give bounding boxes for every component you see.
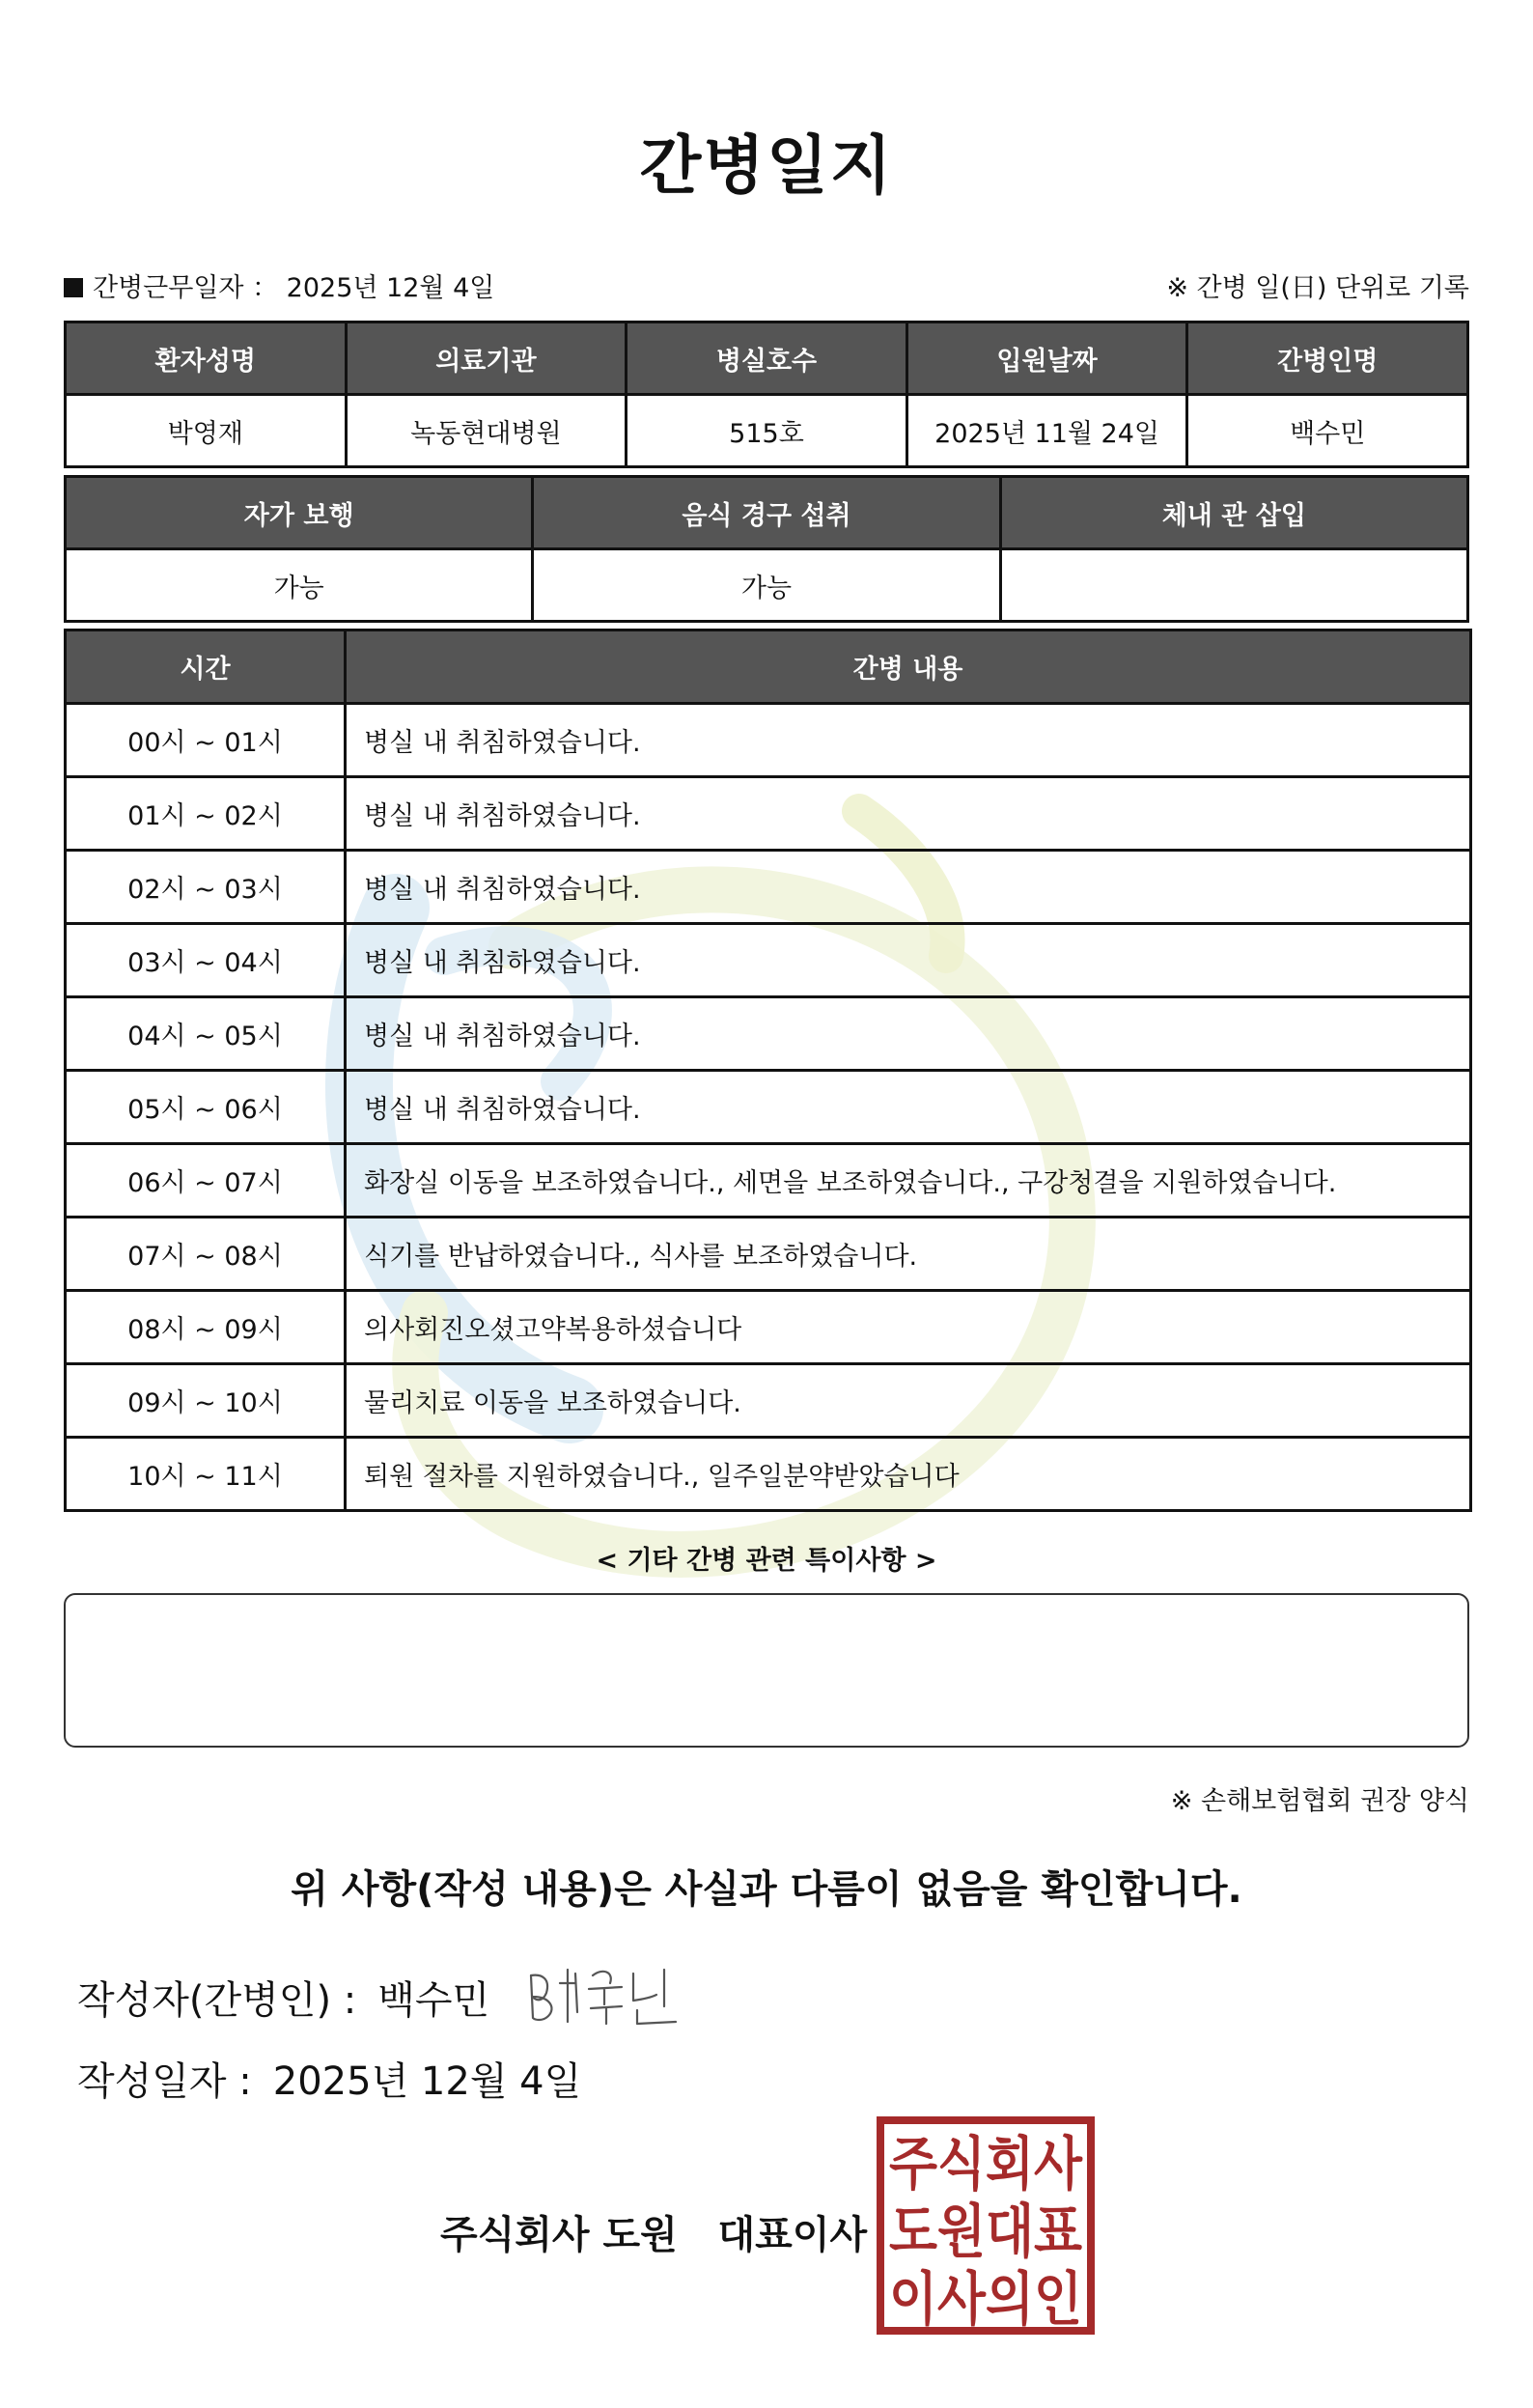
log-content: 식기를 반납하였습니다., 식사를 보조하였습니다.	[346, 1218, 1471, 1291]
recommended-form-note: ※ 손해보험협회 권장 양식	[1170, 1786, 1469, 1816]
header-care-content: 간병 내용	[346, 630, 1471, 704]
header-oral-intake: 음식 경구 섭취	[533, 477, 1000, 549]
written-date-line	[77, 2051, 581, 2106]
log-content: 병실 내 취침하였습니다.	[346, 851, 1471, 924]
tube-insertion-value	[1000, 549, 1467, 622]
log-content: 화장실 이동을 보조하였습니다., 세면을 보조하였습니다., 구강청결을 지원하였습니다.	[346, 1144, 1471, 1218]
header-self-walking: 자가 보행	[66, 477, 533, 549]
log-time: 03시 ~ 04시	[66, 924, 346, 997]
company-seal-stamp	[877, 2116, 1095, 2335]
table-row	[66, 851, 1471, 924]
table-row	[66, 1438, 1471, 1511]
table-row	[66, 1291, 1471, 1364]
log-content: 물리치료 이동을 보조하였습니다.	[346, 1364, 1471, 1438]
table-row	[66, 1218, 1471, 1291]
table-row	[66, 1071, 1471, 1144]
log-time: 04시 ~ 05시	[66, 997, 346, 1071]
log-time: 08시 ~ 09시	[66, 1291, 346, 1364]
writer-label: 작성자(간병인) :	[77, 1978, 357, 2023]
log-time: 07시 ~ 08시	[66, 1218, 346, 1291]
admission-date: 2025년 11월 24일	[906, 395, 1187, 467]
table-header-row	[66, 322, 1468, 395]
confirmation-statement: 위 사항(작성 내용)은 사실과 다름이 없음을 확인합니다.	[291, 1867, 1242, 1912]
header-tube-insertion: 체내 관 삽입	[1000, 477, 1467, 549]
table-row	[66, 704, 1471, 777]
header-caregiver-name: 간병인명	[1187, 322, 1468, 395]
table-row	[66, 1144, 1471, 1218]
log-time: 00시 ~ 01시	[66, 704, 346, 777]
header-patient-name: 환자성명	[66, 322, 347, 395]
header-time: 시간	[66, 630, 346, 704]
patient-status-table	[64, 475, 1469, 623]
log-time: 06시 ~ 07시	[66, 1144, 346, 1218]
table-row	[66, 1364, 1471, 1438]
table-row	[66, 777, 1471, 851]
patient-info-table	[64, 321, 1469, 468]
institution: 녹동현대병원	[346, 395, 627, 467]
table-header-row	[66, 477, 1468, 549]
log-content: 병실 내 취침하였습니다.	[346, 704, 1471, 777]
work-date-value: 2025년 12월 4일	[286, 273, 495, 303]
special-notes-title: < 기타 간병 관련 특이사항 >	[596, 1546, 937, 1576]
log-time: 05시 ~ 06시	[66, 1071, 346, 1144]
log-time: 01시 ~ 02시	[66, 777, 346, 851]
header-room-number: 병실호수	[627, 322, 907, 395]
work-date-label: 간병근무일자 ：	[93, 273, 279, 303]
caregiver-name: 백수민	[1187, 395, 1468, 467]
table-row	[66, 997, 1471, 1071]
room-number: 515호	[627, 395, 907, 467]
company-signatory	[440, 2204, 867, 2259]
table-row	[66, 549, 1468, 622]
header-admission-date: 입원날짜	[906, 322, 1187, 395]
daily-record-note: ※ 간병 일(日) 단위로 기록	[1166, 273, 1469, 303]
black-square-icon	[64, 278, 83, 297]
self-walking-value: 가능	[66, 549, 533, 622]
care-log-table	[64, 629, 1472, 1512]
table-row	[66, 924, 1471, 997]
log-content: 병실 내 취침하였습니다.	[346, 777, 1471, 851]
patient-name: 박영재	[66, 395, 347, 467]
log-content: 퇴원 절차를 지원하였습니다., 일주일분약받았습니다	[346, 1438, 1471, 1511]
svg-text:도원대표: 도원대표	[889, 2198, 1083, 2266]
company-name: 주식회사 도원	[440, 2213, 678, 2257]
document-title: 간병일지	[639, 128, 894, 203]
writer-line	[77, 1970, 489, 2025]
log-time: 02시 ~ 03시	[66, 851, 346, 924]
svg-text:주식회사: 주식회사	[889, 2131, 1083, 2198]
log-time: 09시 ~ 10시	[66, 1364, 346, 1438]
log-content: 병실 내 취침하였습니다.	[346, 1071, 1471, 1144]
written-date-label: 작성일자 :	[77, 2059, 252, 2104]
handwritten-signature	[521, 1954, 695, 2031]
special-notes-box	[64, 1593, 1469, 1748]
oral-intake-value: 가능	[533, 549, 1000, 622]
header-institution: 의료기관	[346, 322, 627, 395]
log-content: 의사회진오셨고약복용하셨습니다	[346, 1291, 1471, 1364]
log-content: 병실 내 취침하였습니다.	[346, 924, 1471, 997]
written-date-value: 2025년 12월 4일	[272, 2059, 582, 2104]
log-content: 병실 내 취침하였습니다.	[346, 997, 1471, 1071]
writer-name: 백수민	[377, 1978, 490, 2023]
log-time: 10시 ~ 11시	[66, 1438, 346, 1511]
svg-text:이사의인: 이사의인	[889, 2266, 1082, 2334]
table-header-row	[66, 630, 1471, 704]
company-role: 대표이사	[717, 2213, 868, 2257]
table-row	[66, 395, 1468, 467]
work-date-line	[64, 266, 494, 304]
